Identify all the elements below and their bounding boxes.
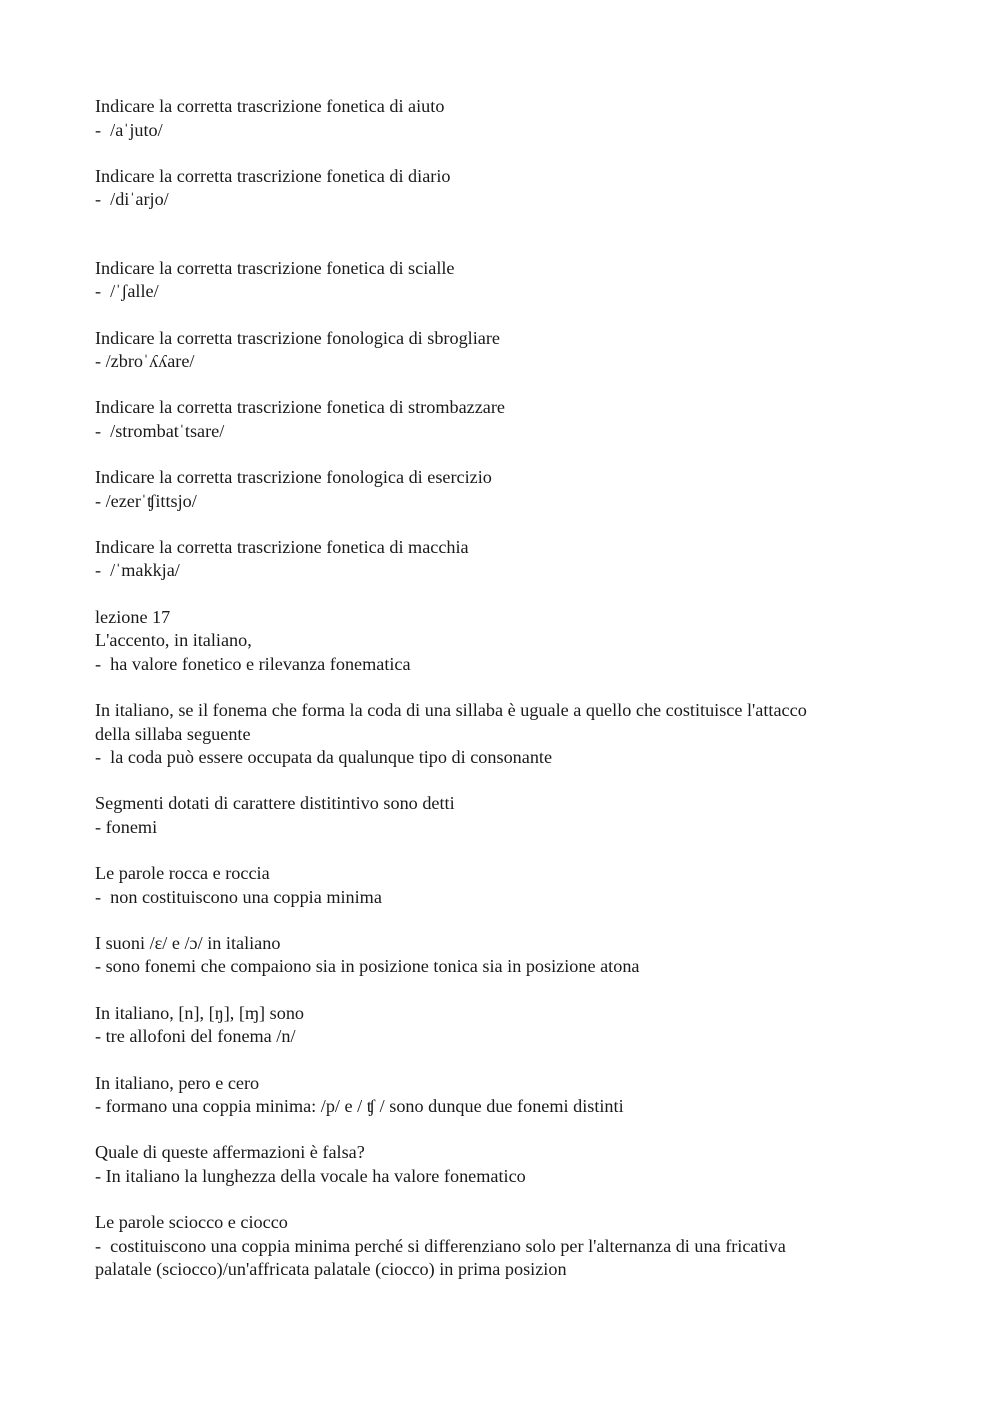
answer-text: - /ˈʃalle/ [95,281,159,302]
qa-block-segmenti [95,792,905,839]
question-text: Indicare la corretta trascrizione fonologica di esercizio [95,467,492,488]
question-text: Indicare la corretta trascrizione fonetica di aiuto [95,96,445,116]
answer-text: - non costituiscono una coppia minima [95,886,382,907]
question-text: I suoni /ɛ/ e /ɔ/ in italiano [95,932,281,953]
answer-text: - la coda può essere occupata da qualunque tipo di consonante [95,747,553,768]
qa-block-aiuto [95,95,905,142]
answer-text: - costituiscono una coppia minima perché si differenziano solo per l'alternanza di una fricativa [95,1235,786,1256]
answer-text: - /zbroˈʎʎare/ [95,351,195,372]
qa-block-esercizio [95,466,905,513]
qa-block-coda [95,699,905,770]
qa-block-diario [95,165,905,212]
section-heading: lezione 17 [95,606,171,627]
question-text: In italiano, se il fonema che forma la coda di una sillaba è uguale a quello che costituisce l'attacco [95,700,807,721]
answer-text: - ha valore fonetico e rilevanza fonematica [95,653,411,674]
answer-text: - tre allofoni del fonema /n/ [95,1026,296,1047]
answer-text: - formano una coppia minima: /p/ e / ʧ / sono dunque due fonemi distinti [95,1096,624,1117]
qa-block-accento [95,606,905,677]
qa-block-macchia [95,536,905,583]
answer-text: - sono fonemi che compaiono sia in posizione tonica sia in posizione atona [95,956,640,977]
answer-text: - In italiano la lunghezza della vocale ha valore fonematico [95,1165,526,1186]
qa-block-strombazzare [95,396,905,443]
question-text: Indicare la corretta trascrizione fonetica di diario [95,165,451,186]
answer-text: - /ezerˈʧittsjo/ [95,490,197,511]
question-text: In italiano, [n], [ŋ], [ɱ] sono [95,1002,305,1023]
question-text: L'accento, in italiano, [95,630,252,651]
question-text: Indicare la corretta trascrizione fonetica di strombazzare [95,397,505,418]
question-text: Indicare la corretta trascrizione fonetica di scialle [95,257,455,278]
question-text: Quale di queste affermazioni è falsa? [95,1142,365,1163]
qa-block-falsa [95,1141,905,1188]
qa-block-rocca [95,862,905,909]
question-text: Indicare la corretta trascrizione fonetica di macchia [95,536,469,557]
document-page [95,95,905,1304]
qa-block-allofoni [95,1002,905,1049]
answer-text: - /strombatˈtsare/ [95,420,225,441]
qa-block-sciocco [95,1211,905,1282]
question-text: Indicare la corretta trascrizione fonologica di sbrogliare [95,327,500,348]
qa-block-scialle [95,257,905,304]
qa-block-pero-cero [95,1072,905,1119]
answer-text: - /aˈjuto/ [95,119,163,140]
question-text: In italiano, pero e cero [95,1072,260,1093]
qa-block-sbrogliare [95,327,905,374]
question-text: Le parole rocca e roccia [95,863,270,884]
answer-text: - /diˈarjo/ [95,189,169,210]
question-text-continued: della sillaba seguente [95,723,251,744]
qa-block-suoni [95,932,905,979]
answer-text: - fonemi [95,816,158,837]
answer-text-continued: palatale (sciocco)/un'affricata palatale (ciocco) in prima posizion [95,1259,567,1280]
question-text: Segmenti dotati di carattere distitintivo sono detti [95,793,455,814]
question-text: Le parole sciocco e ciocco [95,1212,288,1233]
answer-text: - /ˈmakkja/ [95,560,180,581]
